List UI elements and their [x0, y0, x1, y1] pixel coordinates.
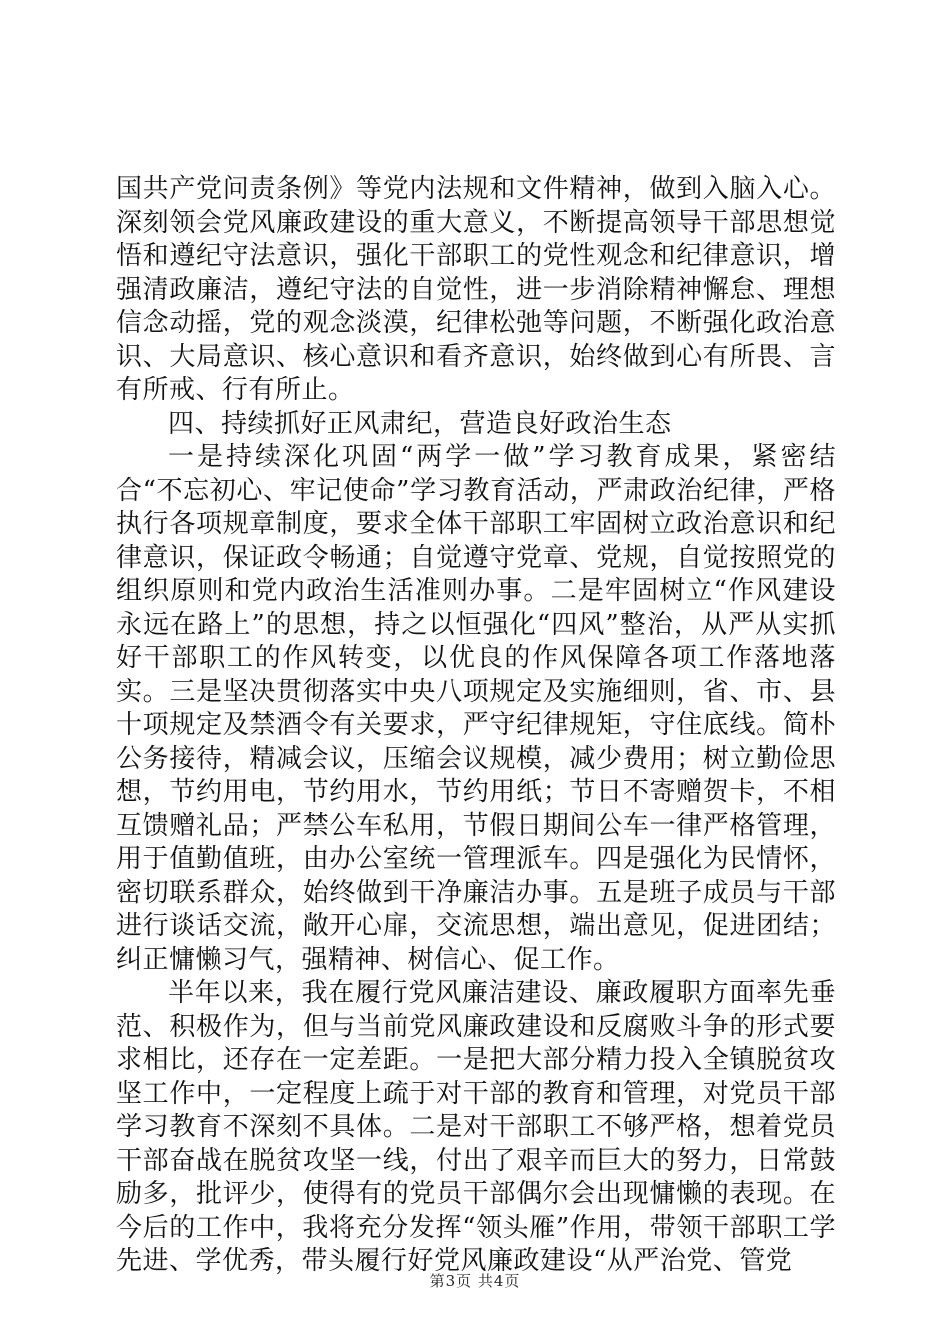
body-text: [116, 173, 836, 1279]
section-heading: 四、持续抓好正风肃纪，营造良好政治生态: [168, 408, 672, 439]
paragraph-measures: 一是持续深化巩固“两学一做”学习教育成果，紧密结合“不忘初心、牢记使命”学习教育活动，严肃政治纪律，严格执行各项规章制度，要求全体干部职工牢固树立政治意识和纪律意识，保证政令畅通；自觉遵守党章、党规，自觉按照党的组织原则和党内政治生活准则办事。二是牢固树立“作风建设永远在路上”的思想，持之以恒强化“四风”整治，从严从实抓好干部职工的作风转变，以优良的作风保障各项工作落地落实。三是坚决贯彻落实中央八项规定及实施细则，省、市、县十项规定及禁酒令有关要求，严守纪律规矩，守住底线。简朴公务接待，精减会议，压缩会议规模，减少费用；树立勤俭思想，节约用电，节约用水，节约用纸；节日不寄赠贺卡，不相互馈赠礼品；严禁公车私用，节假日期间公车一律严格管理，用于值勤值班，由办公室统一管理派车。四是强化为民情怀，密切联系群众，始终做到干净廉洁办事。五是班子成员与干部进行谈话交流，敞开心扉，交流思想，端出意见，促进团结；纠正慵懒习气，强精神、树信心、促工作。: [116, 442, 836, 975]
paragraph-self-review: 半年以来，我在履行党风廉洁建设、廉政履职方面率先垂范、积极作为，但与当前党风廉政建设和反腐败斗争的形式要求相比，还存在一定差距。一是把大部分精力投入全镇脱贫攻坚工作中，一定程度上疏于对干部的教育和管理，对党员干部学习教育不深刻不具体。二是对干部职工不够严格，想着党员干部奋战在脱贫攻坚一线，付出了艰辛而巨大的努力，日常鼓励多，批评少，使得有的党员干部偶尔会出现慵懒的表现。在今后的工作中，我将充分发挥“领头雁”作用，带领干部职工学先进、学优秀，带头履行好党风廉政建设“从严治党、管党: [116, 978, 836, 1276]
page-footer: 第3页 共4页: [429, 1272, 521, 1290]
paragraph-continuation: 国共产党问责条例》等党内法规和文件精神，做到入脑入心。深刻领会党风廉政建设的重大意义，不断提高领导干部思想觉悟和遵纪守法意识，强化干部职工的党性观念和纪律意识，增强清政廉洁，遵纪守法的自觉性，进一步消除精神懈怠、理想信念动摇，党的观念淡漠，纪律松弛等问题，不断强化政治意识、大局意识、核心意识和看齐意识，始终做到心有所畏、言有所戒、行有所止。: [116, 174, 836, 405]
